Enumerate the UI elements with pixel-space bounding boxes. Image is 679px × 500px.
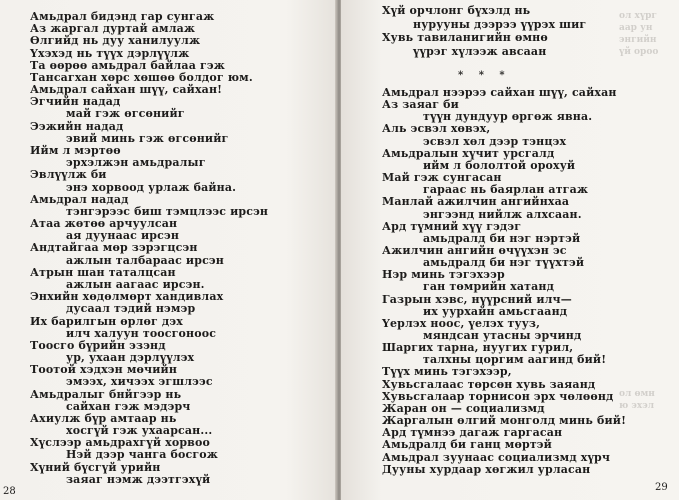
left-page [0,0,337,500]
poem-line: Үерлэх ноос, үелэх тууз, [382,316,541,330]
section-stars: * * * [458,70,511,81]
poem-line: Амьдрал нээрээ сайхан шүү, сайхан [382,86,617,99]
poem-line: амьдралд би нэг түүхтэй [423,256,585,270]
poem-line: Хүслээр амьдрахгүй хорвоо [30,436,210,450]
page-number-left: 28 [3,486,16,497]
poem-line: Аль эсвэл хөвэх, [382,122,491,136]
poem-line: Аз заяаг би [382,98,459,112]
poem-line: эсвэл хөл дээр тэнцэх [423,134,567,148]
poem-line: Хүний бүсгүй урийн [30,460,161,474]
poem-line: ажлын аагаас ирсэн. [66,277,205,291]
poem-line: Атаа жөтөө арчуулсан [30,217,178,231]
poem-line: ажлын талбараас ирсэн [66,253,224,267]
poem-line: Ард түмний хүү гэдэг [382,219,522,233]
poem-line: энгээнд нийлж алхсаан. [423,207,582,221]
poem-line: талхны цоргим аагинд бий! [423,353,607,367]
poem-line: Үхэхэд нь түүх дэрлүүлж [30,46,190,60]
poem-line: Амьдралын хүчит урсгалд [382,146,555,160]
poem-line: Амьдрал зуунаас социализмд хүрч [382,450,611,464]
poem-line: Аз жаргал дуртай амлаж [30,22,196,36]
poem-line: Андтайгаа мөр зэрэгцсэн [30,241,198,255]
poem-line: амьдралд би нэг нэртэй [423,231,581,245]
poem-line: Ийм л мэртөө [30,143,121,157]
poem-line: Амьдралд би ганц мөртэй [382,438,552,452]
page-number-right: 29 [655,482,668,493]
poem-line: түүн дундуур өргөж явна. [423,110,593,124]
poem-line: Тоосго бүрийн эзэнд [30,338,166,352]
poem-line: Амьдрал сайхан шүү, сайхан! [30,83,223,97]
poem-line: Энхийн хөдөлмөрт хандивлах [30,290,224,304]
poem-line: Ажилчин ангийн өчүүхэн эс [382,243,567,257]
poem-line: Түүх минь тэгэхээр, [382,365,512,379]
poem-line: Ээжийн надад [30,119,124,133]
poem-line: Та өөрөө амьдрал байлаа гэж [30,58,225,72]
poem-line: нурууны дээрээ үүрэх шиг [413,17,587,31]
poem-line: Амьдрал надад [30,192,129,206]
poem-line: Хувьсгалаас төрсөн хувь заяанд [382,377,596,391]
poem-line: заяаг нэмж дээтгэхүй [66,472,211,486]
poem-line: эрхэлжэн амьдралыг [66,156,206,170]
poem-line: Их барилгын өрлөг дэх [30,314,183,328]
poem-line: Тоотой хэдхэн мөчийн [30,363,178,377]
poem-line: хосгүй гэж ухаарсан... [66,424,213,438]
poem-line: үүрэг хүлээж авсаан [413,44,547,58]
poem-line: ур, ухаан дэрлүүлэх [66,351,195,365]
poem-line: Нэй дээр чанга босгож [66,448,218,462]
poem-line: их уурхайн амьсгаанд [423,304,568,318]
poem-line: Манлай ажилчин ангийнхаа [382,195,570,209]
poem-line: Дууны хурдаар хөгжил урласан [382,462,591,476]
poem-line: дусаал тэдий нэмэр [66,302,196,316]
poem-line: Өлгийд нь дуу ханилуулж [30,34,201,48]
poem-line: Эвлүүлж би [30,168,107,182]
poem-line: ийм л бололтой орохуй [423,158,576,172]
poem-line: гараас нь баярлан атгаж [423,183,589,197]
right-page [341,0,679,500]
poem-line: ая дуунаас ирсэн [66,229,180,243]
poem-line: тэнгэрээс биш тэмцлээс ирсэн [66,204,269,218]
poem-line: Хувьсгалаар торнисон эрх чөлөөнд [382,389,614,403]
poem-line: Атрын шан таталцсан [30,265,176,279]
poem-line: илч халуун тоосгоноос [66,326,217,340]
poem-line: Амьдрал бидэнд гар сунгаж [30,10,215,23]
poem-line: Шаргих тарна, нуугих гурил, [382,341,574,355]
poem-line: Эгчийн надад [30,95,121,109]
poem-line: Хувь тавиланигийн өмнө [382,31,548,44]
poem-line: мяндсан утасны эрчинд [423,329,582,342]
poem-line: Жаран он — социализмд [382,401,545,415]
poem-line: май гэж өгсөнийг [66,107,185,121]
poem-line: сайхан гэж мэдэрч [66,399,191,413]
poem-line: Жаргалын өлгий монголд минь бий! [382,414,627,428]
poem-line: Тансагхан хөрс хөшөө болдог юм. [30,70,253,84]
poem-line: Амьдралыг бнйгээр нь [30,387,182,401]
poem-line: Ард түмнээ дагаж гаргасан [382,426,563,440]
poem-line: Май гэж сунгасан [382,171,502,185]
show-through-text: ол хүрг аар ун энгийн үй ороо ол өмн ю эхэл [619,11,659,411]
poem-line: ган төмрийн хатанд [423,280,555,294]
poem-line: Хүй орчлонг бүхэлд нь [382,4,531,17]
poem-line: энэ хорвоод урлаж байна. [66,180,237,194]
poem-line: Газрын хэвс, нүүрсний илч— [382,292,572,306]
poem-line: эмээх, хичээх эгшлээс [66,375,213,389]
poem-line: Ахиулж бүр амтаар нь [30,411,177,425]
poem-line: эвий минь гэж өгсөнийг [66,131,229,145]
poem-line: Нэр минь тэгэхээр [382,268,505,282]
